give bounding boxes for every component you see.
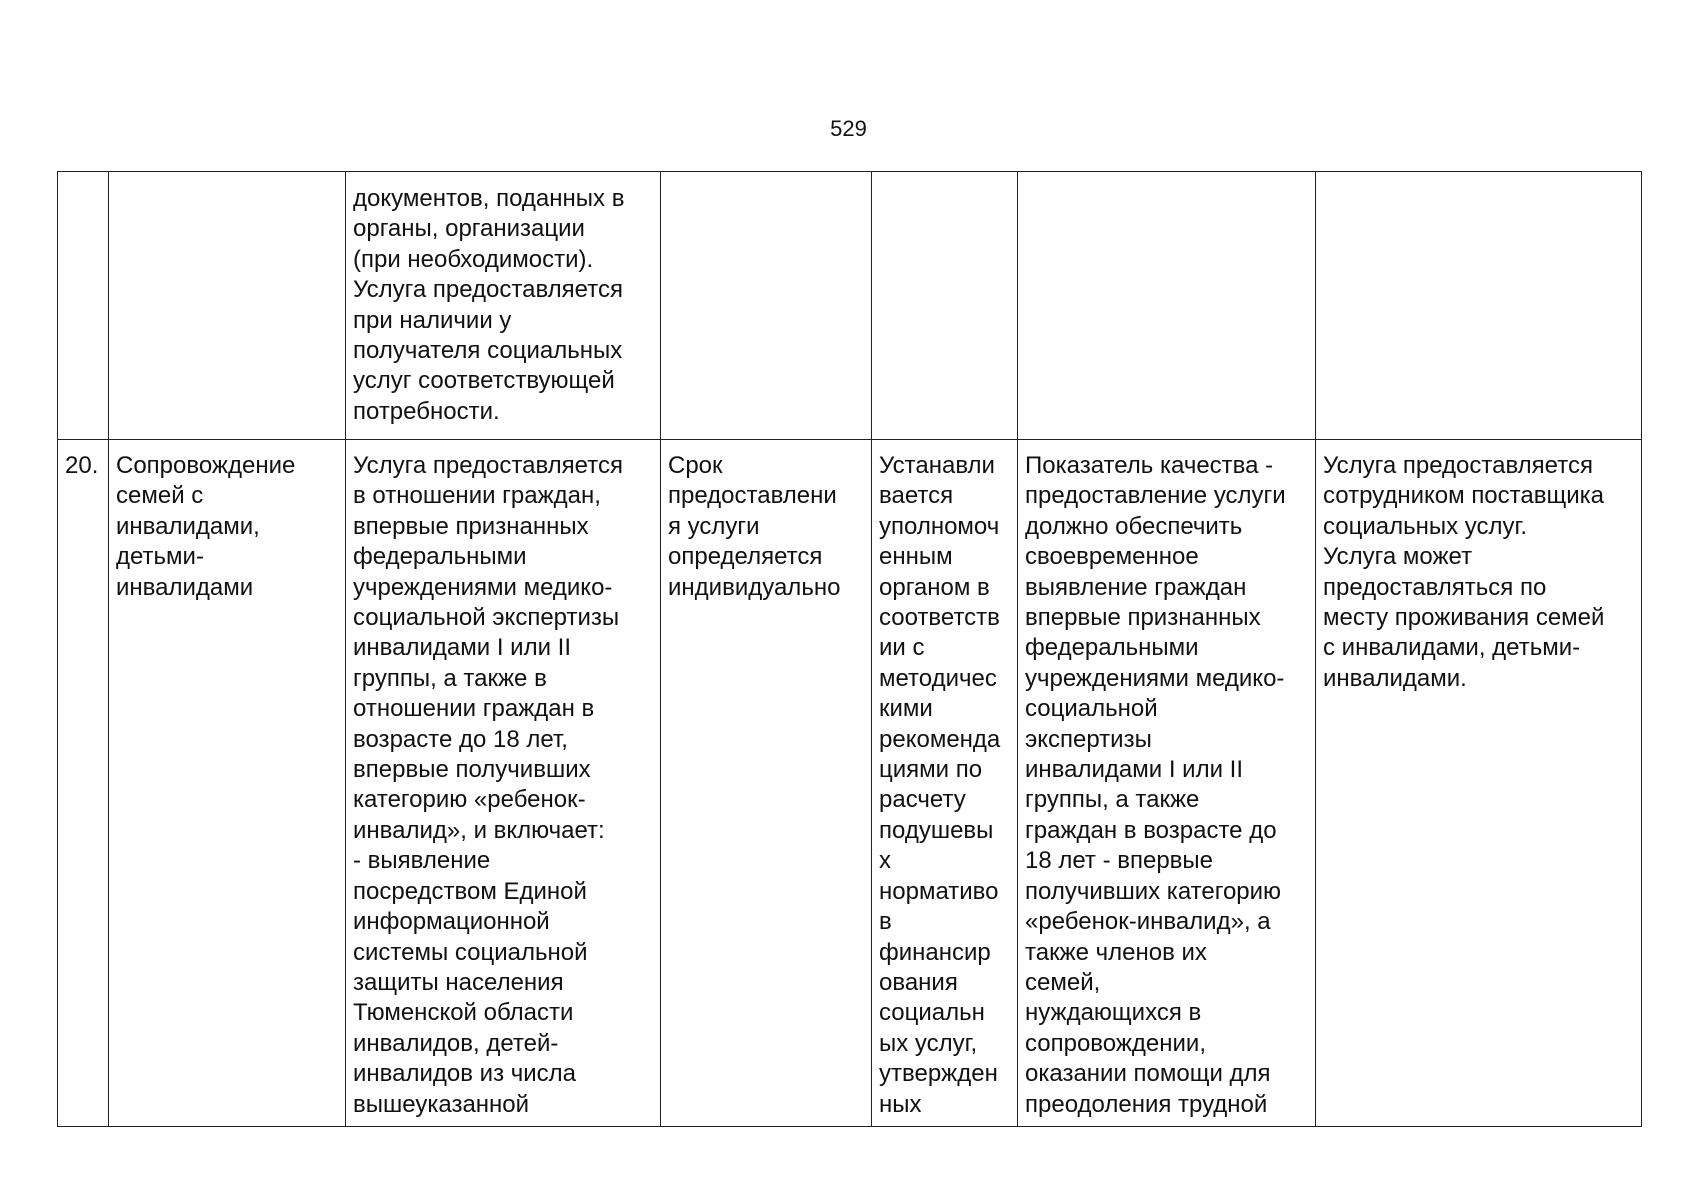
cell-number	[58, 172, 109, 440]
cell-service-name	[109, 172, 346, 440]
services-table	[57, 171, 1642, 1127]
cell-quality-indicator	[1018, 172, 1316, 440]
cell-service-cost: Устанавли вается уполномоч енным органом в соответств ии с методичес кими рекоменда циями по расчету подушевы х нормативо в финансир ования социальн ых услуг, утвержден ных	[872, 440, 1018, 1127]
cell-service-cost	[872, 172, 1018, 440]
cell-number: 20.	[58, 440, 109, 1127]
table-row	[58, 440, 1642, 1127]
table-row	[58, 172, 1642, 440]
cell-service-name: Сопровождение семей с инвалидами, детьми- инвалидами	[109, 440, 346, 1127]
cell-quality-indicator: Показатель качества - предоставление услуги должно обеспечить своевременное выявление граждан впервые признанных федеральными учреждениями медико- социальной экспертизы инвалидами I или II группы, а также граждан в возрасте до 18 лет - впервые получивших категорию «ребенок-инвалид», а также членов их семей, нуждающихся в сопровождении, оказании помощи для преодоления трудной	[1018, 440, 1316, 1127]
cell-service-term	[661, 172, 872, 440]
cell-conditions: Услуга предоставляется сотрудником поставщика социальных услуг. Услуга может предоставляться по месту проживания семей с инвалидами, детьми- инвалидами.	[1316, 440, 1642, 1127]
cell-service-description: документов, поданных в органы, организации (при необходимости). Услуга предоставляется при наличии у получателя социальных услуг соответствующей потребности.	[346, 172, 661, 440]
cell-service-description: Услуга предоставляется в отношении граждан, впервые признанных федеральными учреждениями медико- социальной экспертизы инвалидами I или II группы, а также в отношении граждан в возрасте до 18 лет, впервые получивших категорию «ребенок- инвалид», и включает: - выявление посредством Единой информационной системы социальной защиты населения Тюменской области инвалидов, детей- инвалидов из числа вышеуказанной	[346, 440, 661, 1127]
page-number: 529	[830, 116, 867, 141]
cell-conditions	[1316, 172, 1642, 440]
cell-service-term: Срок предоставлени я услуги определяется индивидуально	[661, 440, 872, 1127]
